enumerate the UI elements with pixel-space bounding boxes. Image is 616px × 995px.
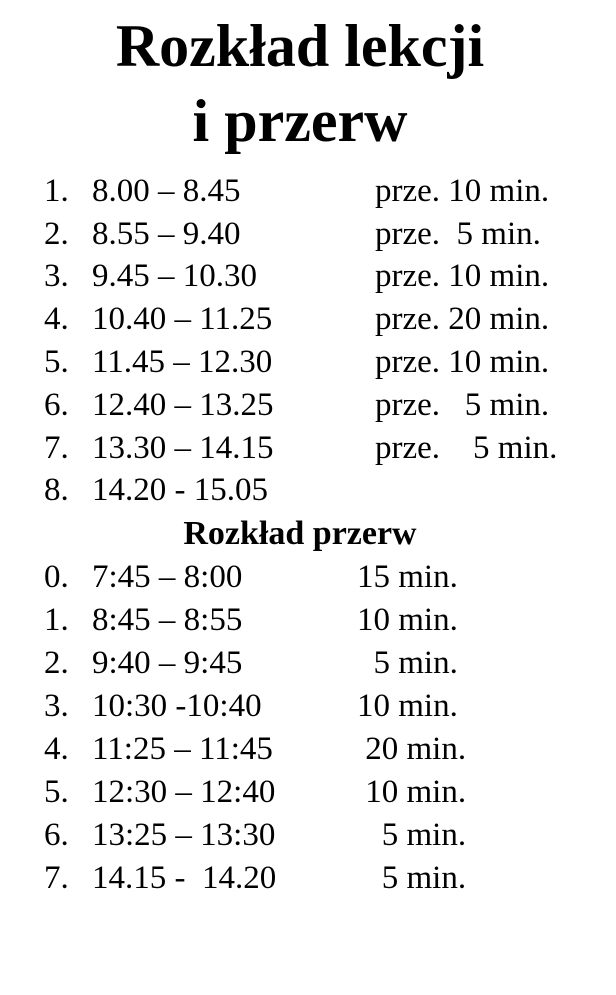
lesson-number: 3. — [44, 258, 69, 294]
break-number: 6. — [44, 817, 69, 853]
break-time: 13:25 – 13:30 — [92, 817, 276, 853]
breaks-title: Rozkład przerw — [183, 515, 417, 552]
page-title-line-1: Rozkład lekcji — [115, 13, 485, 79]
break-number: 1. — [44, 602, 69, 638]
break-number: 4. — [44, 731, 69, 767]
lesson-row — [0, 303, 616, 343]
break-time: 11:25 – 11:45 — [92, 731, 273, 767]
break-number: 2. — [44, 645, 69, 681]
lesson-number: 7. — [44, 430, 69, 466]
break-row — [0, 561, 616, 601]
lesson-break: prze. 5 min. — [375, 387, 550, 423]
break-number: 0. — [44, 559, 69, 595]
break-time: 9:40 – 9:45 — [92, 645, 243, 681]
break-number: 5. — [44, 774, 69, 810]
break-duration: 10 min. — [357, 688, 458, 724]
lesson-time: 13.30 – 14.15 — [92, 430, 274, 466]
break-row — [0, 819, 616, 859]
lesson-number: 4. — [44, 301, 69, 337]
lesson-row — [0, 218, 616, 258]
lesson-break: prze. 20 min. — [375, 301, 550, 337]
lesson-time: 14.20 - 15.05 — [92, 472, 268, 508]
break-duration: 20 min. — [357, 731, 467, 767]
break-row — [0, 604, 616, 644]
lesson-number: 8. — [44, 472, 69, 508]
lesson-row — [0, 260, 616, 300]
lesson-time: 11.45 – 12.30 — [92, 344, 273, 380]
break-row — [0, 776, 616, 816]
break-row — [0, 647, 616, 687]
lesson-row — [0, 175, 616, 215]
break-duration: 5 min. — [357, 817, 467, 853]
lesson-time: 9.45 – 10.30 — [92, 258, 257, 294]
lesson-time: 8.55 – 9.40 — [92, 216, 241, 252]
lesson-break: prze. 5 min. — [375, 430, 558, 466]
break-time: 14.15 - 14.20 — [92, 860, 277, 896]
break-time: 7:45 – 8:00 — [92, 559, 243, 595]
lesson-number: 2. — [44, 216, 69, 252]
lesson-number: 6. — [44, 387, 69, 423]
break-duration: 5 min. — [357, 645, 458, 681]
break-row — [0, 690, 616, 730]
break-duration: 15 min. — [357, 559, 458, 595]
lesson-break: prze. 10 min. — [375, 344, 550, 380]
break-duration: 10 min. — [357, 774, 467, 810]
break-duration: 10 min. — [357, 602, 458, 638]
lesson-time: 8.00 – 8.45 — [92, 173, 241, 209]
lesson-number: 1. — [44, 173, 69, 209]
lesson-row — [0, 389, 616, 429]
break-time: 8:45 – 8:55 — [92, 602, 243, 638]
lesson-time: 12.40 – 13.25 — [92, 387, 274, 423]
break-row — [0, 733, 616, 773]
break-time: 12:30 – 12:40 — [92, 774, 276, 810]
lesson-break: prze. 5 min. — [375, 216, 541, 252]
lesson-break: prze. 10 min. — [375, 173, 550, 209]
lesson-time: 10.40 – 11.25 — [92, 301, 273, 337]
lesson-row — [0, 432, 616, 472]
break-number: 3. — [44, 688, 69, 724]
lesson-number: 5. — [44, 344, 69, 380]
lesson-break: prze. 10 min. — [375, 258, 550, 294]
break-time: 10:30 -10:40 — [92, 688, 262, 724]
lesson-row — [0, 346, 616, 386]
page-title-line-2: i przerw — [192, 88, 408, 154]
break-row — [0, 862, 616, 902]
break-number: 7. — [44, 860, 69, 896]
break-duration: 5 min. — [357, 860, 467, 896]
lesson-row — [0, 474, 616, 514]
